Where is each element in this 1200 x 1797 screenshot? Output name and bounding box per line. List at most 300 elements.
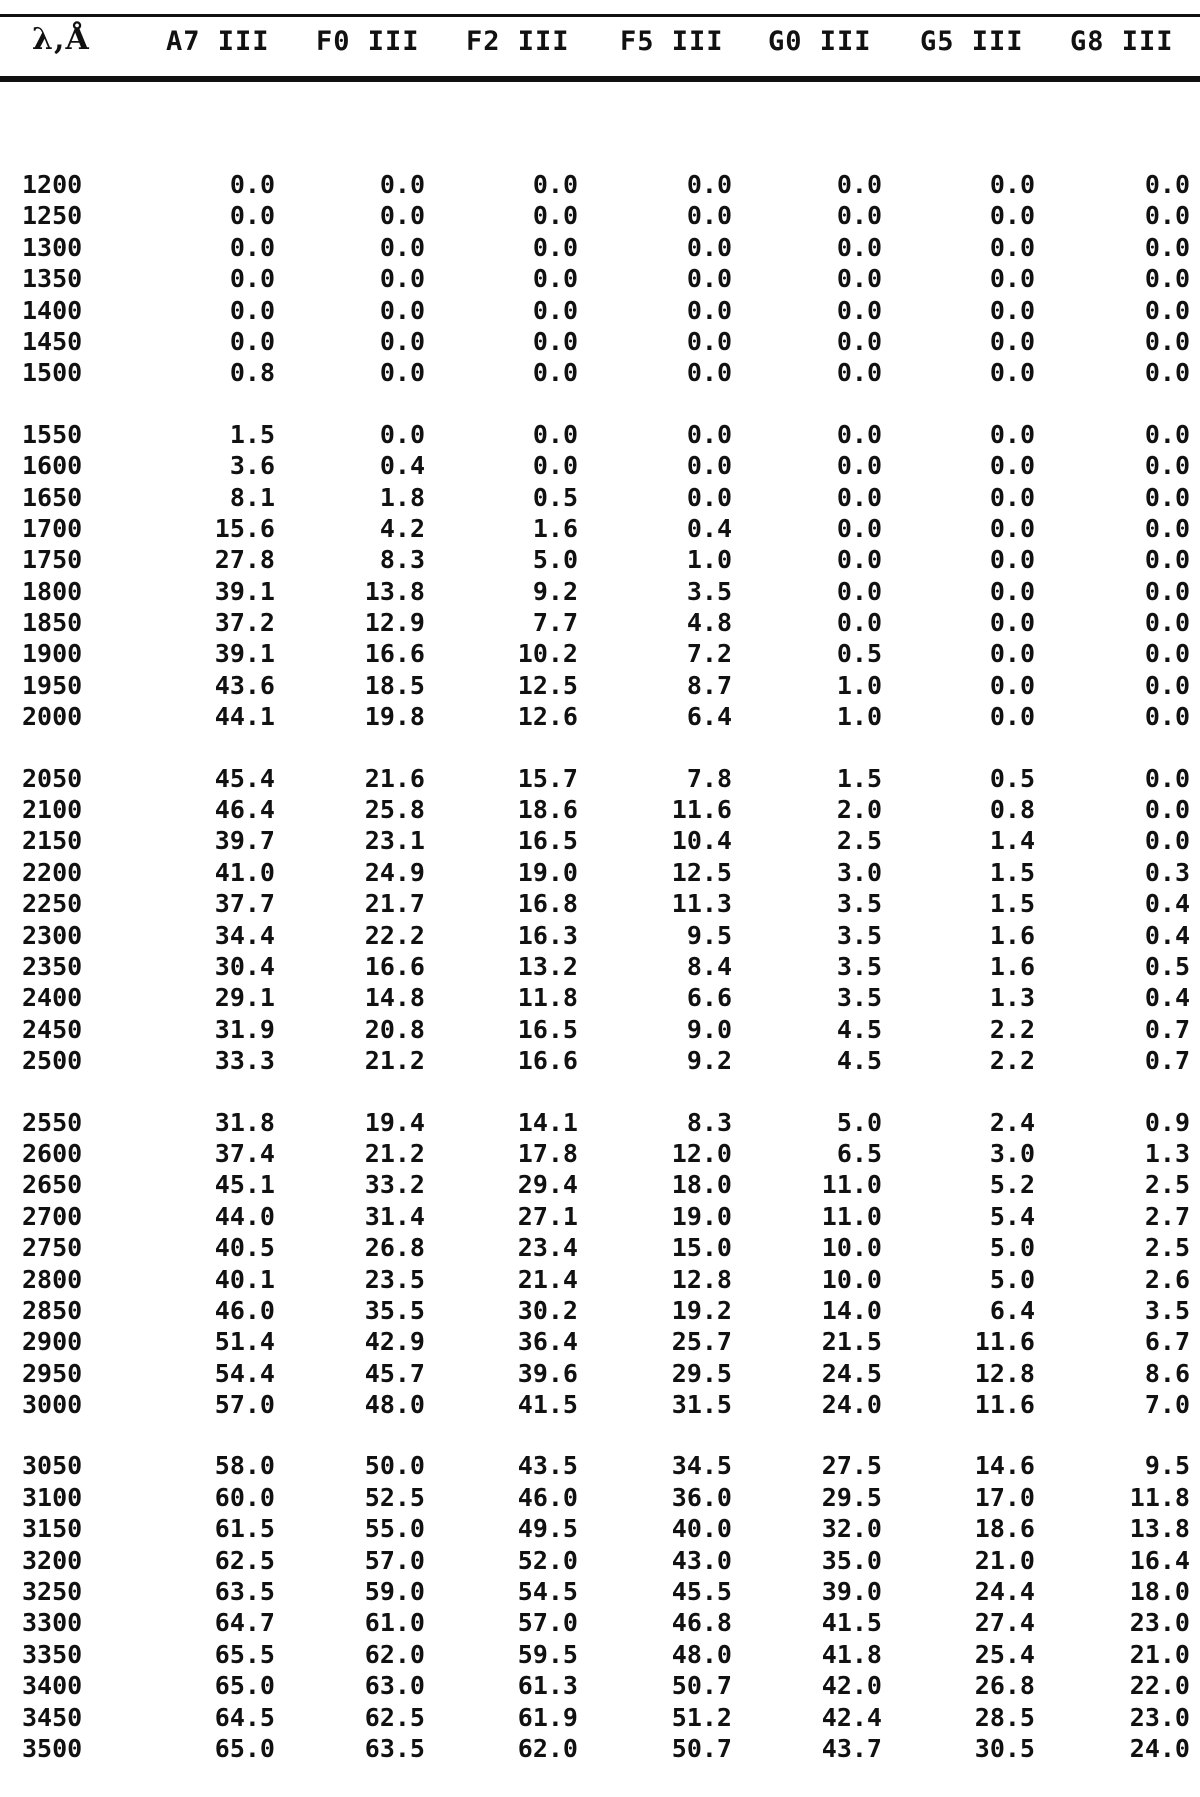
cell-g8-iii: 3.5 bbox=[1144, 1295, 1190, 1325]
cell-f0-iii: 0.0 bbox=[379, 326, 425, 356]
cell-g5-iii: 11.6 bbox=[974, 1390, 1035, 1420]
cell-g0-iii: 43.7 bbox=[821, 1733, 882, 1763]
cell-a7-iii: 60.0 bbox=[214, 1482, 275, 1512]
cell-f2-iii: 12.6 bbox=[517, 702, 578, 732]
row-group bbox=[0, 170, 1200, 390]
cell-f5-iii: 7.8 bbox=[686, 763, 732, 793]
cell-f0-iii: 1.8 bbox=[379, 482, 425, 512]
cell-a7-iii: 8.1 bbox=[229, 482, 275, 512]
table-row bbox=[0, 1139, 1200, 1170]
cell-f0-iii: 25.8 bbox=[364, 795, 425, 825]
cell-g5-iii: 2.4 bbox=[989, 1107, 1035, 1137]
table-row bbox=[0, 1608, 1200, 1639]
cell-f0-iii: 48.0 bbox=[364, 1390, 425, 1420]
header-a7-iii: A7 III bbox=[166, 26, 270, 57]
cell-g5-iii: 2.2 bbox=[989, 1014, 1035, 1044]
cell-f0-iii: 16.6 bbox=[364, 639, 425, 669]
cell-f0-iii: 0.0 bbox=[379, 201, 425, 231]
cell-f2-iii: 11.8 bbox=[517, 983, 578, 1013]
cell-g8-iii: 8.6 bbox=[1144, 1358, 1190, 1388]
cell-g8-iii: 2.6 bbox=[1144, 1264, 1190, 1294]
table-row bbox=[0, 1046, 1200, 1077]
cell-f5-iii: 7.2 bbox=[686, 639, 732, 669]
cell-g0-iii: 6.5 bbox=[836, 1138, 882, 1168]
cell-a7-iii: 64.7 bbox=[214, 1608, 275, 1638]
table-row bbox=[0, 1734, 1200, 1765]
cell-f0-iii: 0.0 bbox=[379, 358, 425, 388]
table-row bbox=[0, 1359, 1200, 1390]
table-row bbox=[0, 1483, 1200, 1514]
cell-wavelength: 3300 bbox=[22, 1608, 83, 1638]
cell-f2-iii: 27.1 bbox=[517, 1201, 578, 1231]
cell-g0-iii: 2.0 bbox=[836, 795, 882, 825]
cell-wavelength: 3200 bbox=[22, 1545, 83, 1575]
cell-f5-iii: 29.5 bbox=[671, 1358, 732, 1388]
cell-wavelength: 3500 bbox=[22, 1733, 83, 1763]
cell-g8-iii: 22.0 bbox=[1129, 1671, 1190, 1701]
cell-f5-iii: 50.7 bbox=[671, 1671, 732, 1701]
cell-g5-iii: 26.8 bbox=[974, 1671, 1035, 1701]
cell-g5-iii: 0.0 bbox=[989, 201, 1035, 231]
cell-f5-iii: 19.2 bbox=[671, 1295, 732, 1325]
cell-g8-iii: 0.0 bbox=[1144, 608, 1190, 638]
cell-a7-iii: 0.8 bbox=[229, 358, 275, 388]
cell-a7-iii: 40.5 bbox=[214, 1233, 275, 1263]
cell-g5-iii: 2.2 bbox=[989, 1046, 1035, 1076]
cell-f0-iii: 20.8 bbox=[364, 1014, 425, 1044]
cell-a7-iii: 63.5 bbox=[214, 1577, 275, 1607]
cell-g8-iii: 0.0 bbox=[1144, 264, 1190, 294]
table-row bbox=[0, 201, 1200, 232]
cell-f5-iii: 3.5 bbox=[686, 576, 732, 606]
table-row bbox=[0, 764, 1200, 795]
cell-g0-iii: 0.0 bbox=[836, 451, 882, 481]
cell-g5-iii: 3.0 bbox=[989, 1138, 1035, 1168]
cell-f2-iii: 14.1 bbox=[517, 1107, 578, 1137]
cell-f0-iii: 45.7 bbox=[364, 1358, 425, 1388]
cell-g5-iii: 0.8 bbox=[989, 795, 1035, 825]
table-row bbox=[0, 983, 1200, 1014]
cell-a7-iii: 44.0 bbox=[214, 1201, 275, 1231]
cell-f0-iii: 18.5 bbox=[364, 670, 425, 700]
cell-f5-iii: 11.6 bbox=[671, 795, 732, 825]
cell-f0-iii: 31.4 bbox=[364, 1201, 425, 1231]
row-group bbox=[0, 764, 1200, 1078]
cell-g8-iii: 9.5 bbox=[1144, 1451, 1190, 1481]
cell-g5-iii: 0.0 bbox=[989, 264, 1035, 294]
cell-g0-iii: 0.0 bbox=[836, 608, 882, 638]
cell-g8-iii: 0.0 bbox=[1144, 670, 1190, 700]
cell-g8-iii: 16.4 bbox=[1129, 1545, 1190, 1575]
cell-a7-iii: 54.4 bbox=[214, 1358, 275, 1388]
cell-g0-iii: 41.8 bbox=[821, 1639, 882, 1669]
cell-a7-iii: 29.1 bbox=[214, 983, 275, 1013]
cell-f2-iii: 7.7 bbox=[532, 608, 578, 638]
cell-g0-iii: 42.0 bbox=[821, 1671, 882, 1701]
cell-f2-iii: 1.6 bbox=[532, 513, 578, 543]
cell-g0-iii: 0.0 bbox=[836, 358, 882, 388]
table-row bbox=[0, 170, 1200, 201]
cell-f5-iii: 34.5 bbox=[671, 1451, 732, 1481]
cell-g8-iii: 0.0 bbox=[1144, 576, 1190, 606]
cell-g5-iii: 0.0 bbox=[989, 608, 1035, 638]
table-row bbox=[0, 1703, 1200, 1734]
cell-g8-iii: 23.0 bbox=[1129, 1608, 1190, 1638]
cell-wavelength: 1550 bbox=[22, 419, 83, 449]
cell-a7-iii: 1.5 bbox=[229, 419, 275, 449]
group-spacer bbox=[0, 390, 1200, 420]
cell-f2-iii: 12.5 bbox=[517, 670, 578, 700]
cell-f2-iii: 0.0 bbox=[532, 419, 578, 449]
cell-wavelength: 1950 bbox=[22, 670, 83, 700]
cell-f0-iii: 57.0 bbox=[364, 1545, 425, 1575]
table-row bbox=[0, 1514, 1200, 1545]
cell-g0-iii: 1.0 bbox=[836, 702, 882, 732]
cell-g5-iii: 17.0 bbox=[974, 1482, 1035, 1512]
cell-f5-iii: 0.0 bbox=[686, 482, 732, 512]
cell-f0-iii: 26.8 bbox=[364, 1233, 425, 1263]
table-row bbox=[0, 608, 1200, 639]
cell-wavelength: 1850 bbox=[22, 608, 83, 638]
cell-a7-iii: 65.0 bbox=[214, 1733, 275, 1763]
cell-wavelength: 3400 bbox=[22, 1671, 83, 1701]
cell-f0-iii: 19.8 bbox=[364, 702, 425, 732]
cell-f0-iii: 21.7 bbox=[364, 889, 425, 919]
cell-f2-iii: 21.4 bbox=[517, 1264, 578, 1294]
table-row bbox=[0, 1170, 1200, 1201]
cell-f5-iii: 10.4 bbox=[671, 826, 732, 856]
cell-f2-iii: 18.6 bbox=[517, 795, 578, 825]
cell-g8-iii: 0.0 bbox=[1144, 482, 1190, 512]
cell-f5-iii: 43.0 bbox=[671, 1545, 732, 1575]
cell-wavelength: 2600 bbox=[22, 1138, 83, 1168]
cell-a7-iii: 0.0 bbox=[229, 170, 275, 199]
cell-g8-iii: 7.0 bbox=[1144, 1390, 1190, 1420]
cell-g0-iii: 0.0 bbox=[836, 545, 882, 575]
cell-f2-iii: 16.3 bbox=[517, 920, 578, 950]
cell-g8-iii: 0.0 bbox=[1144, 795, 1190, 825]
cell-g8-iii: 0.0 bbox=[1144, 702, 1190, 732]
cell-a7-iii: 65.0 bbox=[214, 1671, 275, 1701]
cell-wavelength: 2150 bbox=[22, 826, 83, 856]
cell-wavelength: 1650 bbox=[22, 482, 83, 512]
cell-f5-iii: 48.0 bbox=[671, 1639, 732, 1669]
cell-g8-iii: 2.5 bbox=[1144, 1170, 1190, 1200]
cell-wavelength: 1750 bbox=[22, 545, 83, 575]
table-row bbox=[0, 1327, 1200, 1358]
cell-f2-iii: 0.0 bbox=[532, 451, 578, 481]
cell-a7-iii: 0.0 bbox=[229, 201, 275, 231]
cell-wavelength: 2300 bbox=[22, 920, 83, 950]
group-spacer bbox=[0, 1078, 1200, 1108]
cell-a7-iii: 39.1 bbox=[214, 576, 275, 606]
cell-wavelength: 1600 bbox=[22, 451, 83, 481]
table-header bbox=[0, 22, 1200, 62]
header-f5-iii: F5 III bbox=[620, 26, 724, 57]
cell-wavelength: 1300 bbox=[22, 232, 83, 262]
cell-f2-iii: 0.0 bbox=[532, 170, 578, 199]
cell-g0-iii: 42.4 bbox=[821, 1702, 882, 1732]
cell-g5-iii: 0.0 bbox=[989, 232, 1035, 262]
cell-g0-iii: 1.5 bbox=[836, 763, 882, 793]
cell-g8-iii: 24.0 bbox=[1129, 1733, 1190, 1763]
table-row bbox=[0, 921, 1200, 952]
cell-f0-iii: 0.0 bbox=[379, 170, 425, 199]
cell-f5-iii: 0.0 bbox=[686, 419, 732, 449]
cell-a7-iii: 31.9 bbox=[214, 1014, 275, 1044]
cell-f2-iii: 19.0 bbox=[517, 857, 578, 887]
cell-g0-iii: 0.0 bbox=[836, 513, 882, 543]
cell-g8-iii: 2.7 bbox=[1144, 1201, 1190, 1231]
cell-f0-iii: 16.6 bbox=[364, 951, 425, 981]
cell-f2-iii: 39.6 bbox=[517, 1358, 578, 1388]
cell-g5-iii: 24.4 bbox=[974, 1577, 1035, 1607]
cell-g0-iii: 0.0 bbox=[836, 170, 882, 199]
cell-f2-iii: 46.0 bbox=[517, 1482, 578, 1512]
cell-f2-iii: 9.2 bbox=[532, 576, 578, 606]
cell-g0-iii: 0.0 bbox=[836, 419, 882, 449]
cell-g5-iii: 0.0 bbox=[989, 639, 1035, 669]
cell-f2-iii: 43.5 bbox=[517, 1451, 578, 1481]
cell-f2-iii: 0.0 bbox=[532, 232, 578, 262]
cell-f5-iii: 12.5 bbox=[671, 857, 732, 887]
cell-f2-iii: 5.0 bbox=[532, 545, 578, 575]
cell-f5-iii: 0.0 bbox=[686, 451, 732, 481]
table-row bbox=[0, 358, 1200, 389]
cell-f0-iii: 13.8 bbox=[364, 576, 425, 606]
cell-a7-iii: 34.4 bbox=[214, 920, 275, 950]
cell-a7-iii: 41.0 bbox=[214, 857, 275, 887]
cell-wavelength: 2950 bbox=[22, 1358, 83, 1388]
cell-f2-iii: 16.5 bbox=[517, 1014, 578, 1044]
cell-g8-iii: 6.7 bbox=[1144, 1327, 1190, 1357]
cell-a7-iii: 37.2 bbox=[214, 608, 275, 638]
cell-g0-iii: 35.0 bbox=[821, 1545, 882, 1575]
cell-g0-iii: 39.0 bbox=[821, 1577, 882, 1607]
row-group bbox=[0, 1108, 1200, 1422]
cell-wavelength: 2850 bbox=[22, 1295, 83, 1325]
cell-wavelength: 3000 bbox=[22, 1390, 83, 1420]
table-row bbox=[0, 1577, 1200, 1608]
cell-wavelength: 2700 bbox=[22, 1201, 83, 1231]
header-wavelength: λ,Å bbox=[32, 22, 90, 57]
cell-a7-iii: 27.8 bbox=[214, 545, 275, 575]
cell-f2-iii: 30.2 bbox=[517, 1295, 578, 1325]
cell-g8-iii: 0.3 bbox=[1144, 857, 1190, 887]
cell-f2-iii: 0.0 bbox=[532, 264, 578, 294]
cell-f2-iii: 0.0 bbox=[532, 295, 578, 325]
cell-g5-iii: 12.8 bbox=[974, 1358, 1035, 1388]
cell-a7-iii: 37.4 bbox=[214, 1138, 275, 1168]
cell-g5-iii: 6.4 bbox=[989, 1295, 1035, 1325]
cell-g0-iii: 0.0 bbox=[836, 264, 882, 294]
cell-f5-iii: 0.0 bbox=[686, 201, 732, 231]
cell-g8-iii: 0.0 bbox=[1144, 201, 1190, 231]
cell-g5-iii: 25.4 bbox=[974, 1639, 1035, 1669]
cell-g8-iii: 18.0 bbox=[1129, 1577, 1190, 1607]
cell-f5-iii: 25.7 bbox=[671, 1327, 732, 1357]
cell-g0-iii: 0.5 bbox=[836, 639, 882, 669]
table-row bbox=[0, 1265, 1200, 1296]
header-rule bbox=[0, 76, 1200, 82]
header-f2-iii: F2 III bbox=[466, 26, 570, 57]
header-f0-iii: F0 III bbox=[316, 26, 420, 57]
cell-wavelength: 2350 bbox=[22, 951, 83, 981]
cell-f5-iii: 0.0 bbox=[686, 326, 732, 356]
table-row bbox=[0, 233, 1200, 264]
cell-a7-iii: 64.5 bbox=[214, 1702, 275, 1732]
cell-f5-iii: 9.5 bbox=[686, 920, 732, 950]
cell-g8-iii: 0.4 bbox=[1144, 983, 1190, 1013]
row-group bbox=[0, 1451, 1200, 1765]
cell-f0-iii: 62.0 bbox=[364, 1639, 425, 1669]
table-row bbox=[0, 1108, 1200, 1139]
cell-g0-iii: 32.0 bbox=[821, 1514, 882, 1544]
cell-wavelength: 2200 bbox=[22, 857, 83, 887]
header-g5-iii: G5 III bbox=[920, 26, 1024, 57]
cell-f0-iii: 33.2 bbox=[364, 1170, 425, 1200]
cell-f0-iii: 52.5 bbox=[364, 1482, 425, 1512]
cell-g0-iii: 4.5 bbox=[836, 1046, 882, 1076]
table-row bbox=[0, 826, 1200, 857]
cell-wavelength: 2100 bbox=[22, 795, 83, 825]
cell-f2-iii: 16.8 bbox=[517, 889, 578, 919]
table-row bbox=[0, 296, 1200, 327]
cell-g0-iii: 3.5 bbox=[836, 889, 882, 919]
cell-f5-iii: 8.3 bbox=[686, 1107, 732, 1137]
cell-g8-iii: 0.0 bbox=[1144, 358, 1190, 388]
cell-g0-iii: 3.5 bbox=[836, 920, 882, 950]
cell-g0-iii: 3.5 bbox=[836, 951, 882, 981]
cell-f2-iii: 23.4 bbox=[517, 1233, 578, 1263]
cell-wavelength: 1450 bbox=[22, 326, 83, 356]
cell-a7-iii: 0.0 bbox=[229, 295, 275, 325]
cell-wavelength: 3150 bbox=[22, 1514, 83, 1544]
cell-g8-iii: 0.0 bbox=[1144, 513, 1190, 543]
cell-f2-iii: 29.4 bbox=[517, 1170, 578, 1200]
cell-g8-iii: 23.0 bbox=[1129, 1702, 1190, 1732]
table-row bbox=[0, 545, 1200, 576]
cell-f5-iii: 0.0 bbox=[686, 358, 732, 388]
cell-a7-iii: 0.0 bbox=[229, 232, 275, 262]
cell-a7-iii: 44.1 bbox=[214, 702, 275, 732]
cell-a7-iii: 58.0 bbox=[214, 1451, 275, 1481]
cell-g0-iii: 10.0 bbox=[821, 1233, 882, 1263]
cell-g8-iii: 0.7 bbox=[1144, 1014, 1190, 1044]
cell-g0-iii: 21.5 bbox=[821, 1327, 882, 1357]
cell-g0-iii: 0.0 bbox=[836, 482, 882, 512]
cell-g5-iii: 0.0 bbox=[989, 295, 1035, 325]
cell-wavelength: 1350 bbox=[22, 264, 83, 294]
cell-f5-iii: 19.0 bbox=[671, 1201, 732, 1231]
cell-g8-iii: 0.4 bbox=[1144, 920, 1190, 950]
cell-a7-iii: 0.0 bbox=[229, 326, 275, 356]
cell-f0-iii: 19.4 bbox=[364, 1107, 425, 1137]
cell-g5-iii: 0.0 bbox=[989, 326, 1035, 356]
cell-f5-iii: 12.8 bbox=[671, 1264, 732, 1294]
cell-g5-iii: 0.0 bbox=[989, 358, 1035, 388]
cell-f5-iii: 0.4 bbox=[686, 513, 732, 543]
cell-a7-iii: 33.3 bbox=[214, 1046, 275, 1076]
cell-f0-iii: 35.5 bbox=[364, 1295, 425, 1325]
cell-f5-iii: 9.0 bbox=[686, 1014, 732, 1044]
cell-g5-iii: 21.0 bbox=[974, 1545, 1035, 1575]
cell-g8-iii: 0.9 bbox=[1144, 1107, 1190, 1137]
cell-g5-iii: 1.5 bbox=[989, 889, 1035, 919]
cell-f2-iii: 15.7 bbox=[517, 763, 578, 793]
cell-g0-iii: 14.0 bbox=[821, 1295, 882, 1325]
table-row bbox=[0, 514, 1200, 545]
cell-g8-iii: 1.3 bbox=[1144, 1138, 1190, 1168]
cell-g5-iii: 18.6 bbox=[974, 1514, 1035, 1544]
cell-g0-iii: 11.0 bbox=[821, 1170, 882, 1200]
table-row bbox=[0, 1671, 1200, 1702]
cell-g8-iii: 2.5 bbox=[1144, 1233, 1190, 1263]
cell-f5-iii: 9.2 bbox=[686, 1046, 732, 1076]
cell-f5-iii: 40.0 bbox=[671, 1514, 732, 1544]
cell-f2-iii: 49.5 bbox=[517, 1514, 578, 1544]
table-row bbox=[0, 1451, 1200, 1482]
cell-a7-iii: 45.1 bbox=[214, 1170, 275, 1200]
cell-g5-iii: 27.4 bbox=[974, 1608, 1035, 1638]
cell-wavelength: 2000 bbox=[22, 702, 83, 732]
cell-wavelength: 1400 bbox=[22, 295, 83, 325]
cell-wavelength: 2400 bbox=[22, 983, 83, 1013]
cell-f2-iii: 57.0 bbox=[517, 1608, 578, 1638]
cell-g5-iii: 1.3 bbox=[989, 983, 1035, 1013]
cell-g8-iii: 0.0 bbox=[1144, 763, 1190, 793]
cell-g0-iii: 4.5 bbox=[836, 1014, 882, 1044]
cell-wavelength: 1900 bbox=[22, 639, 83, 669]
cell-wavelength: 2800 bbox=[22, 1264, 83, 1294]
cell-f0-iii: 0.0 bbox=[379, 232, 425, 262]
row-group bbox=[0, 420, 1200, 734]
cell-g0-iii: 2.5 bbox=[836, 826, 882, 856]
top-rule bbox=[0, 14, 1200, 17]
cell-f2-iii: 61.3 bbox=[517, 1671, 578, 1701]
cell-g5-iii: 5.4 bbox=[989, 1201, 1035, 1231]
cell-f0-iii: 59.0 bbox=[364, 1577, 425, 1607]
cell-a7-iii: 0.0 bbox=[229, 264, 275, 294]
table-row bbox=[0, 671, 1200, 702]
cell-a7-iii: 40.1 bbox=[214, 1264, 275, 1294]
group-spacer bbox=[0, 1421, 1200, 1451]
cell-f5-iii: 0.0 bbox=[686, 295, 732, 325]
cell-a7-iii: 30.4 bbox=[214, 951, 275, 981]
table-row bbox=[0, 639, 1200, 670]
cell-g5-iii: 0.0 bbox=[989, 170, 1035, 199]
group-spacer bbox=[0, 734, 1200, 764]
table-row bbox=[0, 483, 1200, 514]
cell-g0-iii: 27.5 bbox=[821, 1451, 882, 1481]
cell-wavelength: 2450 bbox=[22, 1014, 83, 1044]
cell-wavelength: 1250 bbox=[22, 201, 83, 231]
cell-f5-iii: 8.7 bbox=[686, 670, 732, 700]
cell-g0-iii: 3.5 bbox=[836, 983, 882, 1013]
cell-g5-iii: 5.0 bbox=[989, 1233, 1035, 1263]
cell-f5-iii: 0.0 bbox=[686, 264, 732, 294]
cell-g8-iii: 0.5 bbox=[1144, 951, 1190, 981]
cell-wavelength: 2050 bbox=[22, 763, 83, 793]
cell-f2-iii: 17.8 bbox=[517, 1138, 578, 1168]
cell-g5-iii: 0.0 bbox=[989, 670, 1035, 700]
cell-f0-iii: 4.2 bbox=[379, 513, 425, 543]
cell-f0-iii: 0.0 bbox=[379, 419, 425, 449]
cell-g5-iii: 0.0 bbox=[989, 545, 1035, 575]
cell-g5-iii: 1.4 bbox=[989, 826, 1035, 856]
cell-f2-iii: 62.0 bbox=[517, 1733, 578, 1763]
cell-f5-iii: 15.0 bbox=[671, 1233, 732, 1263]
